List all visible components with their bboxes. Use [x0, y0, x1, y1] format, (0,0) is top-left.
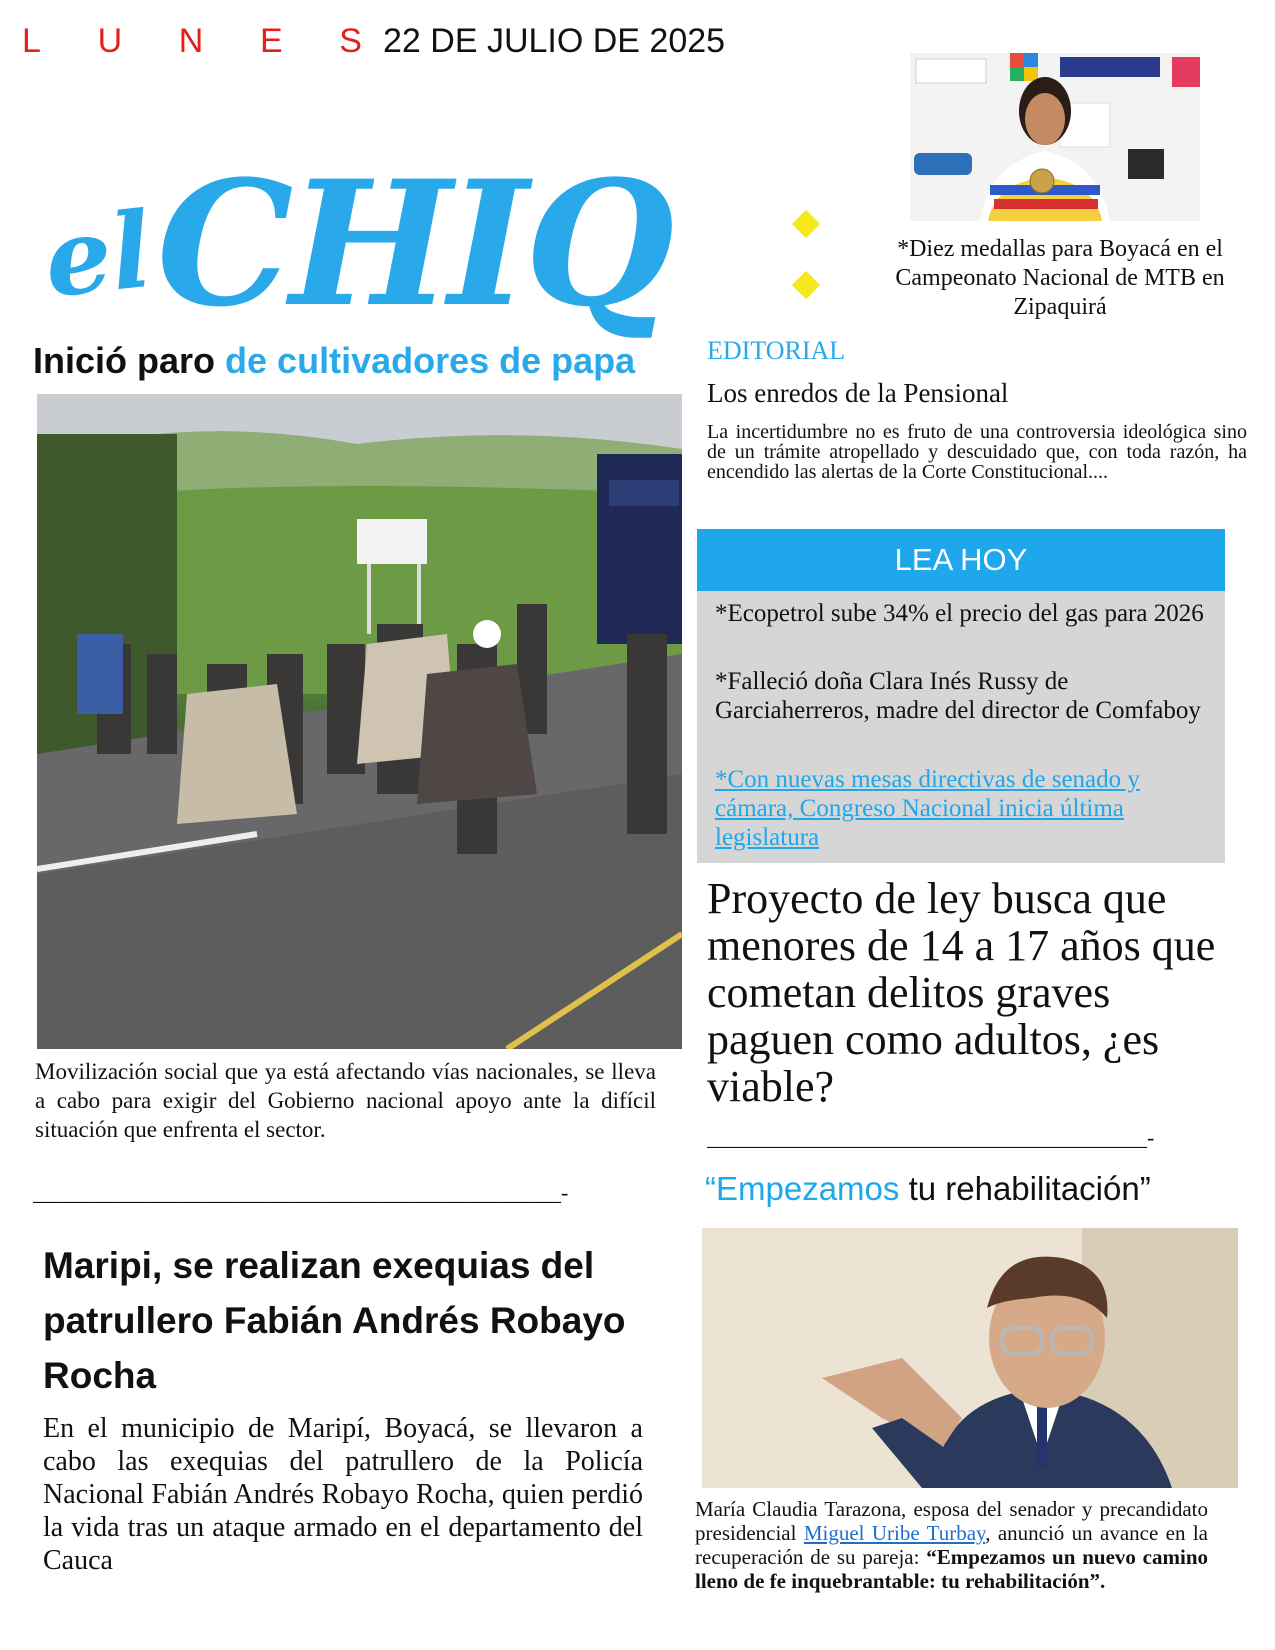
lea-hoy-header: LEA HOY	[697, 529, 1225, 591]
papa-headline-black: Inició paro	[33, 340, 216, 381]
lea-hoy-item[interactable]: *Ecopetrol sube 34% el precio del gas para 2026	[715, 600, 1204, 627]
masthead-logo	[38, 130, 671, 345]
protest-photo-illustration	[37, 394, 682, 1049]
section-divider: ________________________________________________-	[33, 1180, 569, 1205]
diamond-icon	[792, 271, 820, 299]
section-divider: ________________________________________-	[707, 1125, 1155, 1150]
cyclist-photo-illustration	[910, 53, 1200, 221]
lea-hoy-box	[697, 591, 1225, 863]
lea-hoy-link[interactable]: *Con nuevas mesas directivas de senado y cámara, Congreso Nacional inicia última legislatura	[715, 766, 1140, 851]
protest-photo	[37, 394, 682, 1049]
rehab-caption-part1: María Claudia Tarazona, esposa del senador y precandidato presidencial	[695, 1497, 1208, 1545]
rehab-caption-part2: , anunció un avance en la recuperación de su pareja:	[695, 1521, 1209, 1569]
rehab-caption-quote: “Empezamos un nuevo camino lleno de fe inquebrantable: tu rehabilitación”.	[695, 1545, 1209, 1593]
maripi-headline[interactable]: Maripi, se realizan exequias del patrullero Fabián Andrés Robayo Rocha	[43, 1245, 626, 1396]
day-letter: S	[339, 22, 362, 60]
papa-headline[interactable]	[33, 340, 635, 382]
rehab-headline-black: tu rehabilitación”	[908, 1170, 1151, 1207]
rehab-headline[interactable]	[705, 1170, 1151, 1208]
rehab-story-caption	[695, 1497, 1208, 1593]
editorial-label: EDITORIAL	[707, 336, 846, 365]
day-letter: E	[259, 22, 283, 60]
cyclist-photo	[910, 53, 1200, 221]
day-letter: N	[178, 22, 204, 60]
diamond-icon	[792, 210, 820, 238]
senator-photo	[702, 1228, 1238, 1488]
miguel-uribe-link[interactable]: Miguel Uribe Turbay	[803, 1521, 986, 1545]
proyecto-headline[interactable]: Proyecto de ley busca que menores de 14 a 17 años que cometan delitos graves paguen como adultos, ¿es viable?	[707, 874, 1216, 1111]
masthead-small: el	[38, 187, 157, 322]
day-letter: U	[97, 22, 123, 60]
issue-date: 22 DE JULIO DE 2025	[383, 22, 726, 60]
maripi-text: En el municipio de Maripí, Boyacá, se llevaron a cabo las exequias del patrullero de la Policía Nacional Fabián Andrés Robayo Rocha, quien perdió la vida tras un ataque armado en el departamento del Cauca	[43, 1413, 643, 1576]
masthead-big: CHIQ	[156, 142, 671, 345]
cyclist-story-caption[interactable]: *Diez medallas para Boyacá en el Campeonato Nacional de MTB en Zipaquirá	[895, 236, 1225, 320]
rehab-headline-blue: “Empezamos	[705, 1170, 900, 1207]
editorial-text: La incertidumbre no es fruto de una controversia ideológica sino de un trámite atropellado y descuidado que, con toda razón, ha encendido las alertas de la Corte Constitucional....	[707, 421, 1247, 483]
papa-story-caption: Movilización social que ya está afectando vías nacionales, se lleva a cabo para exigir del Gobierno nacional apoyo ante la difícil situación que enfrenta el sector.	[35, 1059, 656, 1142]
day-letter: L	[22, 22, 41, 60]
editorial-title[interactable]: Los enredos de la Pensional	[707, 378, 1009, 408]
lea-hoy-item[interactable]: *Falleció doña Clara Inés Russy de Garciaherreros, madre del director de Comfaboy	[715, 668, 1201, 724]
day-of-week	[22, 22, 362, 61]
senator-photo-illustration	[702, 1228, 1238, 1488]
papa-headline-blue: de cultivadores de papa	[225, 340, 636, 381]
